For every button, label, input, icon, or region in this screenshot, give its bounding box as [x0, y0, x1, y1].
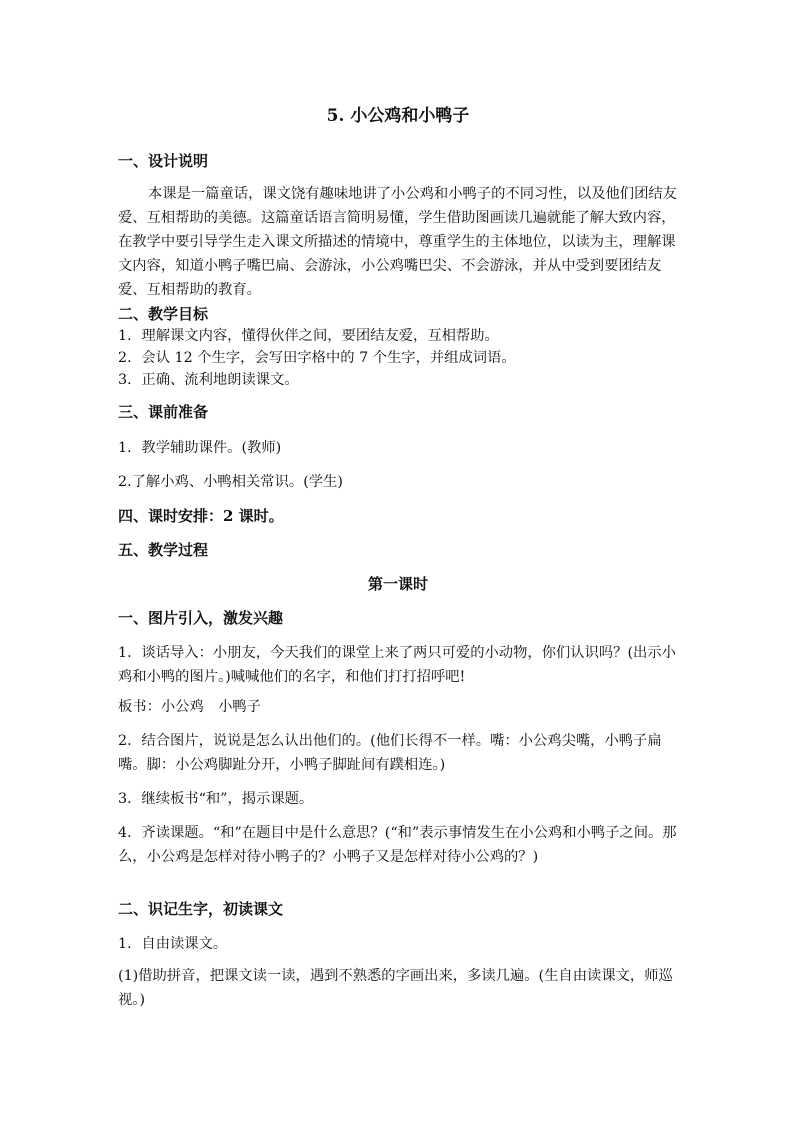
section-heading-design: 一、设计说明 [118, 152, 209, 170]
prep-item-2: 2.了解小鸡、小鸭相关常识。(学生) [118, 474, 343, 490]
section-heading-process: 五、教学过程 [118, 541, 209, 559]
goal-item-2: 2．会认 12 个生字，会写田字格中的 7 个生字，并组成词语。 [118, 350, 516, 366]
part2-heading: 二、识记生字，初读课文 [118, 900, 284, 918]
goal-item-1: 1．理解课文内容，懂得伙伴之间，要团结友爱，互相帮助。 [118, 328, 499, 344]
design-paragraph: 本课是一篇童话，课文饶有趣味地讲了小公鸡和小鸭子的不同习性，以及他们团结友爱、互相帮助的美德。这篇童话语言简明易懂，学生借助图画读几遍就能了解大致内容，在教学中要引导学生走入课文所描述的情境中，尊重学生的主体地位，以读为主，理解课文内容，知道小鸭子嘴巴扁、会游泳，小公鸡嘴巴尖、不会游泳，并从中受到要团结友爱、互相帮助的教育。 [118, 186, 677, 298]
part1-paragraph-2: 2．结合图片，说说是怎么认出他们的。(他们长得不一样。嘴：小公鸡尖嘴，小鸭子扁嘴。脚：小公鸡脚趾分开，小鸭子脚趾间有蹼相连。) [118, 733, 662, 773]
lesson-subtitle: 第一课时 [367, 575, 428, 593]
section-heading-preparation: 三、课前准备 [118, 403, 209, 421]
part1-paragraph-4: 4．齐读课题。“和”在题目中是什么意思？(“和”表示事情发生在小公鸡和小鸭子之间。那么，小公鸡是怎样对待小鸭子的？小鸭子又是怎样对待小公鸡的？) [118, 825, 677, 865]
document-title: 5. 小公鸡和小鸭子 [326, 106, 470, 126]
goal-item-3: 3．正确、流利地朗读课文。 [118, 372, 299, 388]
section-heading-schedule: 四、课时安排：2 课时。 [118, 507, 284, 525]
section-heading-goals: 二、教学目标 [118, 305, 209, 323]
prep-item-1: 1．教学辅助课件。(教师) [118, 440, 282, 456]
part1-heading: 一、图片引入，激发兴趣 [118, 609, 284, 627]
part1-paragraph-1: 1．谈话导入：小朋友，今天我们的课堂上来了两只可爱的小动物，你们认识吗？(出示小鸡和小鸭的图片。)喊喊他们的名字，和他们打打招呼吧! [118, 645, 676, 685]
part2-paragraph-2: (1)借助拼音，把课文读一读，遇到不熟悉的字画出来，多读几遍。(生自由读课文，师巡视。) [118, 968, 673, 1008]
part2-paragraph-1: 1．自由读课文。 [118, 936, 228, 952]
part1-board-note: 板书：小公鸡 小鸭子 [118, 699, 261, 715]
part1-paragraph-3: 3．继续板书“和”，揭示课题。 [118, 791, 314, 807]
